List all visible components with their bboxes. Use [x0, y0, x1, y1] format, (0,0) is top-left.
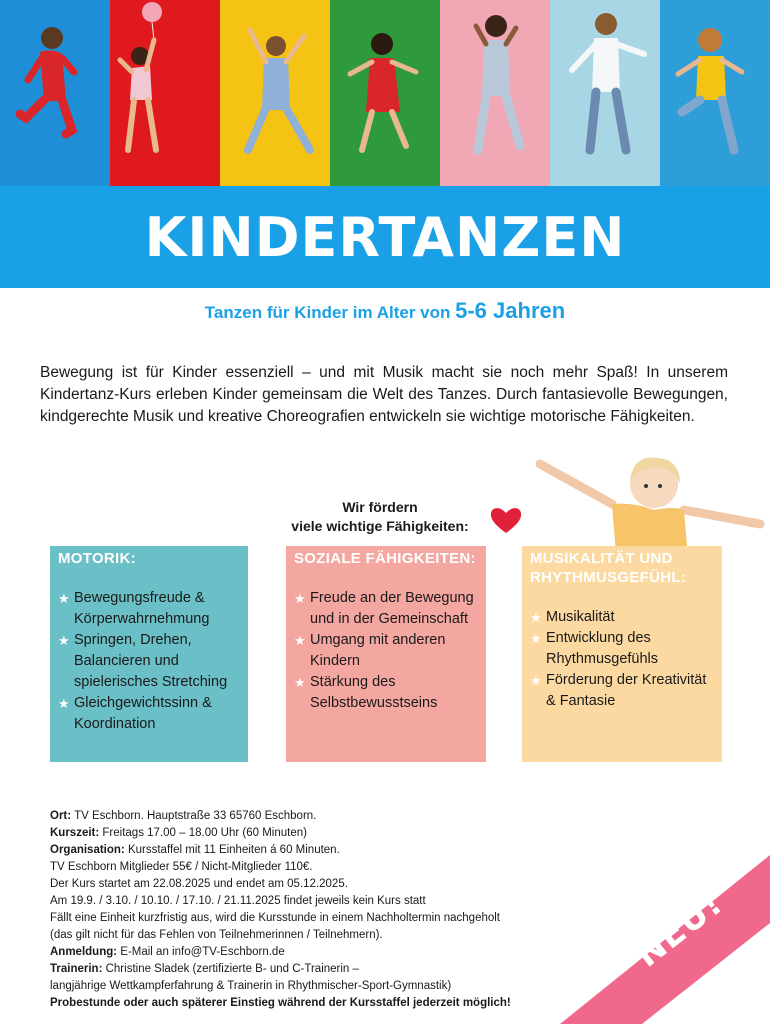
jumping-child-illustration [440, 0, 550, 186]
musikalitaet-box [522, 546, 722, 762]
list-item: ★ Umgang mit anderen Kindern [294, 632, 446, 669]
info-preise: TV Eschborn Mitglieder 55€ / Nicht-Mitglieder 110€. [50, 861, 313, 873]
info-trainerin: Trainerin: Christine Sladek (zertifizierte B- und C-Trainerin – [50, 963, 359, 975]
list-item: ★ Förderung der Kreativität & Fantasie [530, 672, 707, 709]
star-icon: ★ [530, 631, 542, 646]
info-probestunde: Probestunde oder auch späterer Einstieg während der Kursstaffel jederzeit möglich! [50, 997, 511, 1009]
skills-heading-line2: viele wichtige Fähigkeiten: [291, 518, 469, 534]
star-icon: ★ [294, 633, 306, 648]
photo-panel-darkblue [660, 0, 770, 186]
star-icon: ★ [58, 696, 70, 711]
jumping-child-illustration [220, 0, 330, 186]
jumping-child-illustration [660, 0, 770, 186]
info-organisation: Organisation: Kursstaffel mit 11 Einheiten á 60 Minuten. [50, 844, 340, 856]
photo-panel-green [330, 0, 440, 186]
title-band [0, 186, 770, 288]
info-nachholtermin: Fällt eine Einheit kurzfristig aus, wird die Kursstunde in einem Nachholtermin nachgeholt [50, 912, 501, 924]
intro-paragraph: Bewegung ist für Kinder essenziell – und mit Musik macht sie noch mehr Spaß! In unserem Kindertanz-Kurs erleben Kinder gemeinsam die Welt des Tanzes. Durch fantasievolle Bewegungen, kindgerechte Musik und kreative Choreografien entwickeln sie wichtige motorische Fähigkeiten. [40, 364, 728, 425]
star-icon: ★ [530, 673, 542, 688]
star-icon: ★ [58, 633, 70, 648]
list-item: ★ Springen, Drehen, Balancieren und spielerisches Stretching [58, 632, 228, 690]
list-item: ★ Freude an der Bewegung und in der Gemeinschaft [294, 590, 474, 627]
info-zeitraum: Der Kurs startet am 22.08.2025 und endet am 05.12.2025. [50, 878, 348, 890]
list-item: ★ Musikalität [530, 607, 714, 628]
course-info [50, 808, 590, 1012]
motorik-title: MOTORIK: [58, 550, 136, 567]
photo-strip [0, 0, 770, 186]
skills-heading [270, 498, 490, 536]
photo-panel-blue [0, 0, 110, 186]
skills-heading-line1: Wir fördern [342, 499, 418, 515]
jumping-child-illustration [330, 0, 440, 186]
jumping-child-illustration [0, 0, 110, 186]
email-link[interactable]: E-Mail an info@TV-Eschborn.de [120, 946, 285, 958]
subtitle-age: 5-6 Jahren [455, 298, 566, 323]
musik-title: MUSIKALITÄT UND RHYTHMUSGEFÜHL: [530, 550, 687, 586]
star-icon: ★ [530, 610, 542, 625]
subtitle-prefix: Tanzen für Kinder im Alter von [204, 303, 451, 322]
soziale-faehigkeiten-box [286, 546, 486, 762]
star-icon: ★ [294, 591, 306, 606]
photo-panel-yellow [220, 0, 330, 186]
subtitle [0, 298, 770, 324]
star-icon: ★ [58, 591, 70, 606]
info-kurszeit: Kurszeit: Freitags 17.00 – 18.00 Uhr (60 Minuten) [50, 827, 307, 839]
photo-panel-lightblue [550, 0, 660, 186]
jumping-child-illustration [110, 0, 220, 186]
list-item: ★ Stärkung des Selbstbewusstseins [294, 674, 438, 711]
heart-icon [489, 505, 523, 535]
info-anmeldung: Anmeldung: E-Mail an info@TV-Eschborn.de [50, 946, 285, 958]
sozial-title: SOZIALE FÄHIGKEITEN: [294, 550, 476, 567]
star-icon: ★ [294, 675, 306, 690]
motorik-box [50, 546, 248, 762]
jumping-child-illustration [550, 0, 660, 186]
photo-panel-pink [440, 0, 550, 186]
new-badge-label: NEU! [628, 883, 731, 976]
photo-panel-red [110, 0, 220, 186]
info-ausfall: Am 19.9. / 3.10. / 10.10. / 17.10. / 21.11.2025 findet jeweils kein Kurs statt [50, 895, 426, 907]
list-item: ★ Bewegungsfreude & Körperwahrnehmung [58, 590, 210, 627]
list-item: ★ Gleichgewichtssinn & Koordination [58, 695, 212, 732]
info-trainerin-2: langjährige Wettkampferfahrung & Trainerin in Rhythmischer-Sport-Gymnastik) [50, 980, 452, 992]
info-hinweis: (das gilt nicht für das Fehlen von Teilnehmerinnen / Teilnehmern). [50, 929, 383, 941]
page-title: KINDERTANZEN [144, 205, 626, 269]
info-ort: Ort: TV Eschborn. Hauptstraße 33 65760 Eschborn. [50, 810, 317, 822]
list-item: ★ Entwicklung des Rhythmusgefühls [530, 630, 659, 667]
